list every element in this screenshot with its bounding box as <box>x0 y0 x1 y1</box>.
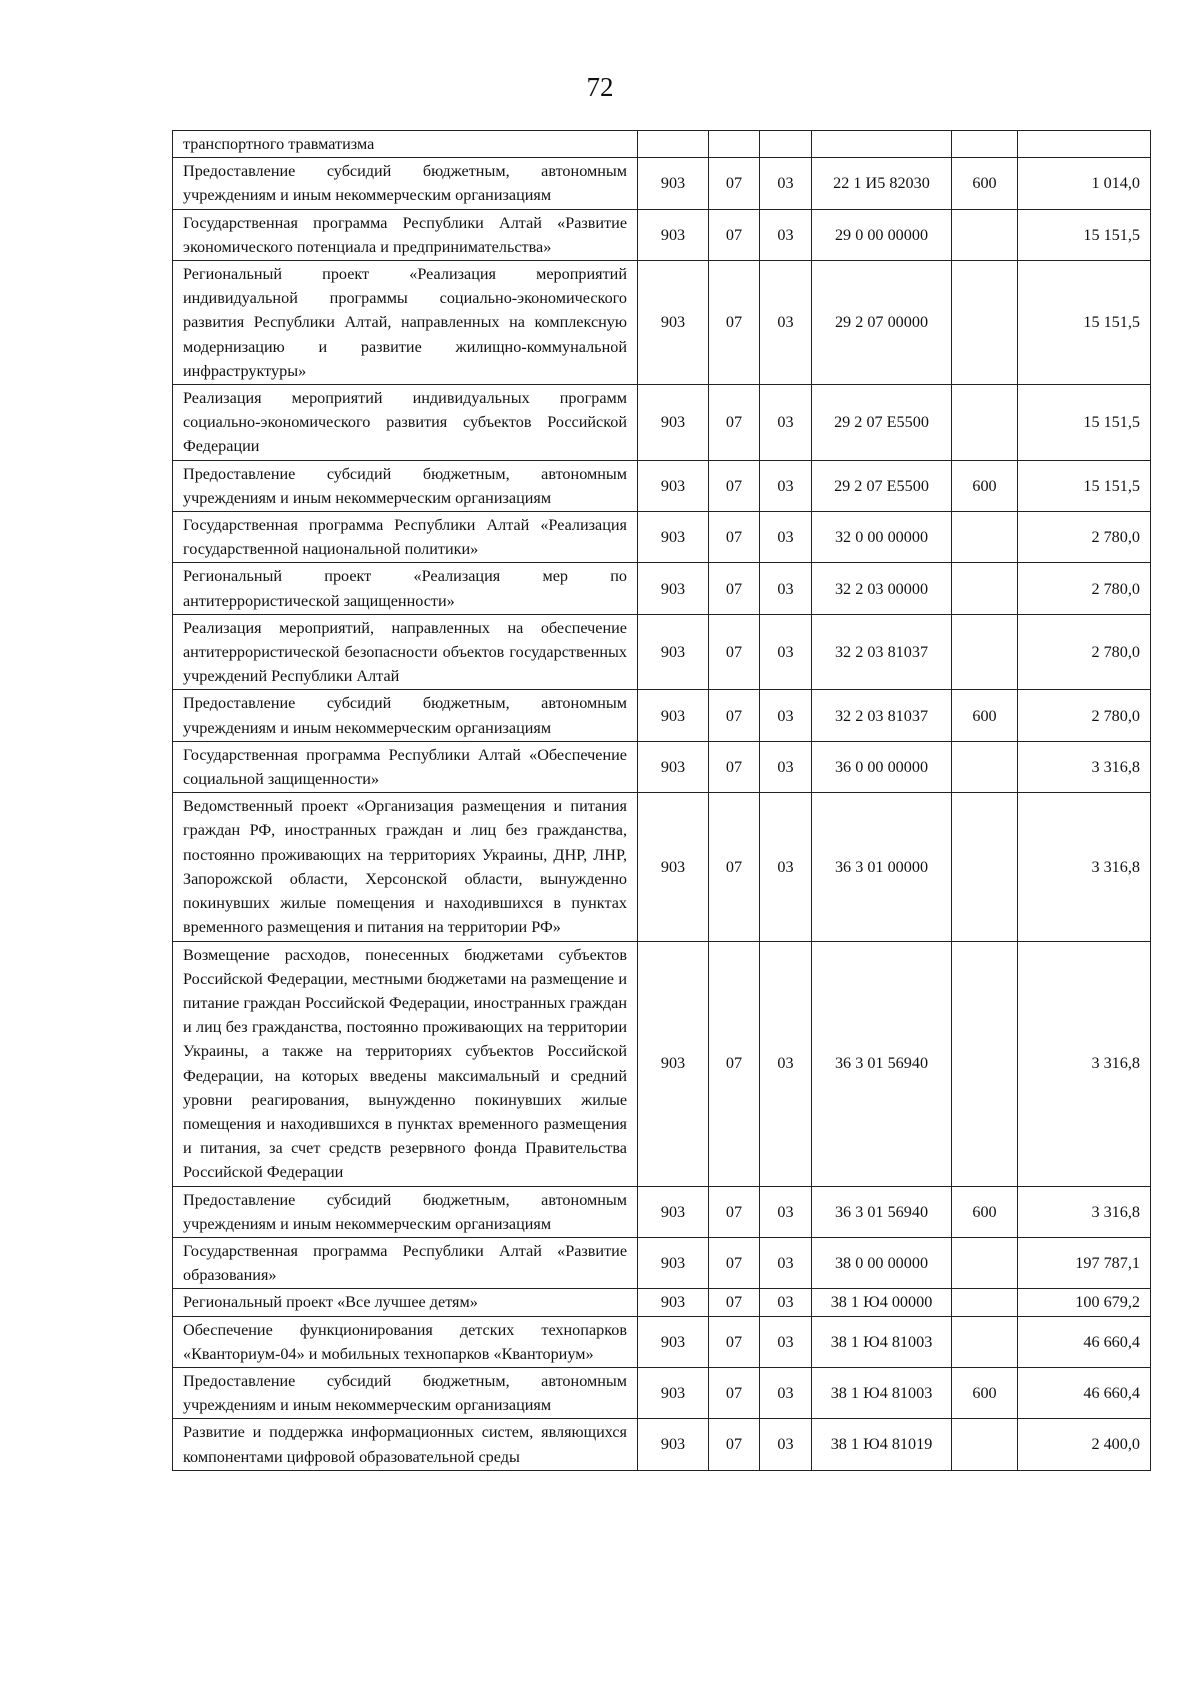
admin-code-cell: 903 <box>638 209 709 260</box>
section-code-cell: 07 <box>709 1186 760 1237</box>
table-row <box>173 690 1151 741</box>
item-name-cell: Региональный проект «Все лучшее детям» <box>173 1289 638 1316</box>
target-article-cell: 32 2 03 81037 <box>812 614 952 690</box>
expense-type-cell <box>952 614 1018 690</box>
admin-code-cell: 903 <box>638 512 709 563</box>
amount-cell: 2 780,0 <box>1018 614 1151 690</box>
admin-code-cell: 903 <box>638 563 709 614</box>
item-name-cell: Государственная программа Республики Алтай «Обеспечение социальной защищенности» <box>173 741 638 792</box>
target-article-cell: 36 3 01 56940 <box>812 941 952 1186</box>
subsection-code-cell: 03 <box>760 385 812 461</box>
admin-code-cell: 903 <box>638 158 709 209</box>
amount-cell: 100 679,2 <box>1018 1289 1151 1316</box>
item-name-cell: Государственная программа Республики Алтай «Развитие образования» <box>173 1237 638 1288</box>
budget-table <box>172 130 1151 1471</box>
subsection-code-cell: 03 <box>760 1316 812 1367</box>
section-code-cell: 07 <box>709 1419 760 1470</box>
table-row <box>173 512 1151 563</box>
amount-cell: 3 316,8 <box>1018 793 1151 941</box>
section-code-cell <box>709 131 760 158</box>
table-row <box>173 941 1151 1186</box>
admin-code-cell: 903 <box>638 460 709 511</box>
subsection-code-cell: 03 <box>760 158 812 209</box>
target-article-cell: 38 1 Ю4 00000 <box>812 1289 952 1316</box>
expense-type-cell <box>952 385 1018 461</box>
subsection-code-cell: 03 <box>760 614 812 690</box>
subsection-code-cell: 03 <box>760 793 812 941</box>
table-row <box>173 261 1151 385</box>
amount-cell: 2 400,0 <box>1018 1419 1151 1470</box>
item-name-cell: Предоставление субсидий бюджетным, автономным учреждениям и иным некоммерческим организациям <box>173 158 638 209</box>
amount-cell: 15 151,5 <box>1018 261 1151 385</box>
amount-cell: 15 151,5 <box>1018 385 1151 461</box>
section-code-cell: 07 <box>709 261 760 385</box>
admin-code-cell: 903 <box>638 1367 709 1418</box>
item-name-cell: Предоставление субсидий бюджетным, автономным учреждениям и иным некоммерческим организациям <box>173 1186 638 1237</box>
subsection-code-cell: 03 <box>760 1367 812 1418</box>
admin-code-cell: 903 <box>638 1186 709 1237</box>
amount-cell: 2 780,0 <box>1018 563 1151 614</box>
amount-cell: 15 151,5 <box>1018 209 1151 260</box>
expense-type-cell: 600 <box>952 158 1018 209</box>
subsection-code-cell: 03 <box>760 1289 812 1316</box>
subsection-code-cell: 03 <box>760 512 812 563</box>
item-name-cell: Реализация мероприятий индивидуальных программ социально-экономического развития субъектов Российской Федерации <box>173 385 638 461</box>
subsection-code-cell <box>760 131 812 158</box>
section-code-cell: 07 <box>709 512 760 563</box>
subsection-code-cell: 03 <box>760 460 812 511</box>
item-name-cell: Государственная программа Республики Алтай «Развитие экономического потенциала и предпринимательства» <box>173 209 638 260</box>
expense-type-cell: 600 <box>952 690 1018 741</box>
amount-cell: 46 660,4 <box>1018 1367 1151 1418</box>
item-name-cell: Региональный проект «Реализация мероприятий индивидуальной программы социально-экономического развития Республики Алтай, направленных на комплексную модернизацию и развитие жилищно-коммунальной инфраструктуры» <box>173 261 638 385</box>
amount-cell: 15 151,5 <box>1018 460 1151 511</box>
subsection-code-cell: 03 <box>760 1237 812 1288</box>
amount-cell: 1 014,0 <box>1018 158 1151 209</box>
target-article-cell: 38 1 Ю4 81019 <box>812 1419 952 1470</box>
section-code-cell: 07 <box>709 1289 760 1316</box>
expense-type-cell <box>952 563 1018 614</box>
target-article-cell: 29 2 07 00000 <box>812 261 952 385</box>
expense-type-cell <box>952 741 1018 792</box>
target-article-cell: 29 0 00 00000 <box>812 209 952 260</box>
admin-code-cell <box>638 131 709 158</box>
item-name-cell: Обеспечение функционирования детских технопарков «Кванториум-04» и мобильных технопарков «Кванториум» <box>173 1316 638 1367</box>
admin-code-cell: 903 <box>638 1419 709 1470</box>
expense-type-cell <box>952 1289 1018 1316</box>
section-code-cell: 07 <box>709 1237 760 1288</box>
item-name-cell: Предоставление субсидий бюджетным, автономным учреждениям и иным некоммерческим организациям <box>173 690 638 741</box>
section-code-cell: 07 <box>709 614 760 690</box>
item-name-cell: Предоставление субсидий бюджетным, автономным учреждениям и иным некоммерческим организациям <box>173 460 638 511</box>
subsection-code-cell: 03 <box>760 1419 812 1470</box>
amount-cell: 3 316,8 <box>1018 1186 1151 1237</box>
admin-code-cell: 903 <box>638 793 709 941</box>
table-row <box>173 793 1151 941</box>
expense-type-cell <box>952 131 1018 158</box>
item-name-cell: Реализация мероприятий, направленных на обеспечение антитеррористической безопасности объектов государственных учреждений Республики Алтай <box>173 614 638 690</box>
amount-cell: 3 316,8 <box>1018 941 1151 1186</box>
table-row <box>173 1419 1151 1470</box>
section-code-cell: 07 <box>709 741 760 792</box>
expense-type-cell: 600 <box>952 460 1018 511</box>
expense-type-cell: 600 <box>952 1186 1018 1237</box>
target-article-cell <box>812 131 952 158</box>
table-row <box>173 131 1151 158</box>
expense-type-cell: 600 <box>952 1367 1018 1418</box>
item-name-cell: Ведомственный проект «Организация размещения и питания граждан РФ, иностранных граждан и лиц без гражданства, постоянно проживающих на территориях Украины, ДНР, ЛНР, Запорожской области, Херсонской области, вынужденно покинувших жилые помещения и находившихся в пунктах временного размещения и питания на территории РФ» <box>173 793 638 941</box>
admin-code-cell: 903 <box>638 1237 709 1288</box>
section-code-cell: 07 <box>709 793 760 941</box>
table-row <box>173 158 1151 209</box>
item-name-cell: Развитие и поддержка информационных систем, являющихся компонентами цифровой образовательной среды <box>173 1419 638 1470</box>
target-article-cell: 36 3 01 56940 <box>812 1186 952 1237</box>
section-code-cell: 07 <box>709 158 760 209</box>
section-code-cell: 07 <box>709 460 760 511</box>
amount-cell: 46 660,4 <box>1018 1316 1151 1367</box>
expense-type-cell <box>952 1419 1018 1470</box>
item-name-cell: Государственная программа Республики Алтай «Реализация государственной национальной политики» <box>173 512 638 563</box>
table-row <box>173 209 1151 260</box>
admin-code-cell: 903 <box>638 690 709 741</box>
page-number: 72 <box>586 72 614 102</box>
amount-cell: 3 316,8 <box>1018 741 1151 792</box>
expense-type-cell <box>952 1237 1018 1288</box>
section-code-cell: 07 <box>709 1367 760 1418</box>
admin-code-cell: 903 <box>638 385 709 461</box>
table-row <box>173 563 1151 614</box>
target-article-cell: 32 2 03 81037 <box>812 690 952 741</box>
subsection-code-cell: 03 <box>760 690 812 741</box>
expense-type-cell <box>952 512 1018 563</box>
amount-cell: 2 780,0 <box>1018 690 1151 741</box>
table-row <box>173 385 1151 461</box>
subsection-code-cell: 03 <box>760 1186 812 1237</box>
target-article-cell: 29 2 07 Е5500 <box>812 460 952 511</box>
budget-table-body <box>173 131 1151 1471</box>
table-row <box>173 1289 1151 1316</box>
subsection-code-cell: 03 <box>760 741 812 792</box>
section-code-cell: 07 <box>709 209 760 260</box>
section-code-cell: 07 <box>709 385 760 461</box>
target-article-cell: 32 0 00 00000 <box>812 512 952 563</box>
expense-type-cell <box>952 1316 1018 1367</box>
section-code-cell: 07 <box>709 690 760 741</box>
item-name-cell: транспортного травматизма <box>173 131 638 158</box>
table-row <box>173 741 1151 792</box>
section-code-cell: 07 <box>709 1316 760 1367</box>
target-article-cell: 32 2 03 00000 <box>812 563 952 614</box>
amount-cell: 2 780,0 <box>1018 512 1151 563</box>
section-code-cell: 07 <box>709 941 760 1186</box>
amount-cell <box>1018 131 1151 158</box>
target-article-cell: 36 0 00 00000 <box>812 741 952 792</box>
admin-code-cell: 903 <box>638 941 709 1186</box>
section-code-cell: 07 <box>709 563 760 614</box>
admin-code-cell: 903 <box>638 741 709 792</box>
expense-type-cell <box>952 261 1018 385</box>
expense-type-cell <box>952 941 1018 1186</box>
target-article-cell: 38 1 Ю4 81003 <box>812 1367 952 1418</box>
target-article-cell: 38 1 Ю4 81003 <box>812 1316 952 1367</box>
table-row <box>173 460 1151 511</box>
amount-cell: 197 787,1 <box>1018 1237 1151 1288</box>
expense-type-cell <box>952 209 1018 260</box>
table-row <box>173 1237 1151 1288</box>
admin-code-cell: 903 <box>638 1316 709 1367</box>
table-row <box>173 1316 1151 1367</box>
admin-code-cell: 903 <box>638 1289 709 1316</box>
target-article-cell: 22 1 И5 82030 <box>812 158 952 209</box>
table-row <box>173 614 1151 690</box>
item-name-cell: Региональный проект «Реализация мер по антитеррористической защищенности» <box>173 563 638 614</box>
target-article-cell: 36 3 01 00000 <box>812 793 952 941</box>
target-article-cell: 38 0 00 00000 <box>812 1237 952 1288</box>
table-row <box>173 1186 1151 1237</box>
admin-code-cell: 903 <box>638 261 709 385</box>
item-name-cell: Предоставление субсидий бюджетным, автономным учреждениям и иным некоммерческим организациям <box>173 1367 638 1418</box>
target-article-cell: 29 2 07 Е5500 <box>812 385 952 461</box>
expense-type-cell <box>952 793 1018 941</box>
subsection-code-cell: 03 <box>760 941 812 1186</box>
subsection-code-cell: 03 <box>760 261 812 385</box>
subsection-code-cell: 03 <box>760 563 812 614</box>
item-name-cell: Возмещение расходов, понесенных бюджетами субъектов Российской Федерации, местными бюджетами на размещение и питание граждан Российской Федерации, иностранных граждан и лиц без гражданства, постоянно проживающих на территории Украины, а также на территориях субъектов Российской Федерации, на которых введены максимальный и средний уровни реагирования, вынужденно покинувших жилые помещения и находившихся в пунктах временного размещения и питания, за счет средств резервного фонда Правительства Российской Федерации <box>173 941 638 1186</box>
admin-code-cell: 903 <box>638 614 709 690</box>
subsection-code-cell: 03 <box>760 209 812 260</box>
table-row <box>173 1367 1151 1418</box>
